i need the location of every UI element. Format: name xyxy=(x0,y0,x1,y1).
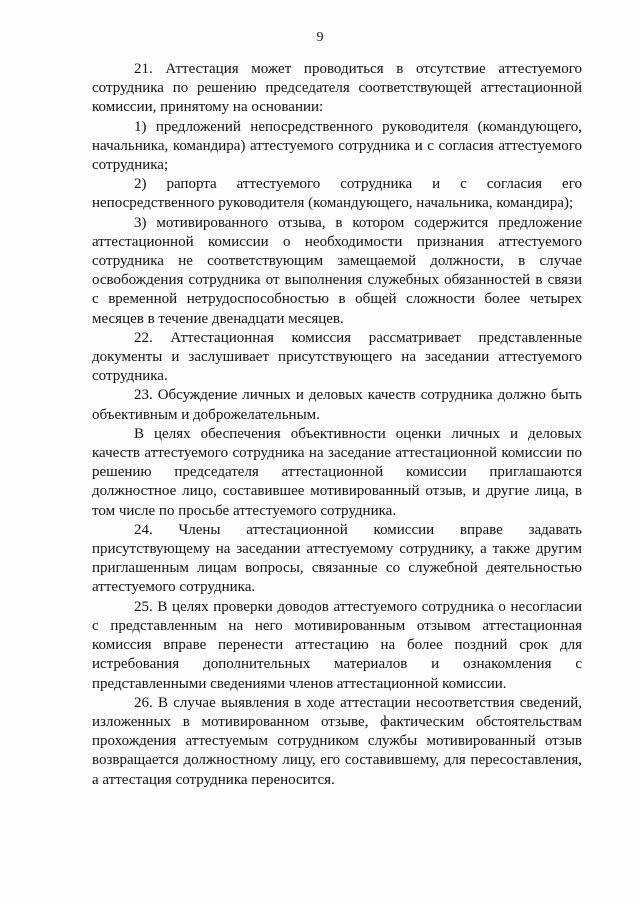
paragraph-21-item-2: 2) рапорта аттестуемого сотрудника и с согласия его непосредственного руководителя (командующего, начальника, командира); xyxy=(92,176,582,212)
paragraph-22: 22. Аттестационная комиссия рассматривает представленные документы и заслушивает присутствующего на заседании аттестуемого сотрудника. xyxy=(92,329,582,385)
page-number: 9 xyxy=(316,30,324,45)
paragraph-21-item-3: 3) мотивированного отзыва, в котором содержится предложение аттестационной комиссии о необходимости признания аттестуемого сотрудника не соответствующим замещаемой должности, в случае освобождения сотрудника от выполнения служебных обязанностей в связи с временной нетрудоспособностью в общей сложности более четырех месяцев в течение двенадцати месяцев. xyxy=(92,214,582,327)
paragraph-21: 21. Аттестация может проводиться в отсутствие аттестуемого сотрудника по решению председателя соответствующей аттестационной комиссии, принятому на основании: xyxy=(92,61,582,116)
paragraph-24: 24. Члены аттестационной комиссии вправе задавать присутствующему на заседании аттестуемому сотруднику, а также другим приглашенным лицам вопросы, связанные со служебной деятельностью аттестуемого сотрудника. xyxy=(92,521,582,596)
paragraph-21-item-1: 1) предложений непосредственного руководителя (командующего, начальника, командира) аттестуемого сотрудника и с согласия аттестуемого сотрудника; xyxy=(92,118,582,174)
document-body xyxy=(92,60,582,790)
paragraph-23-continued: В целях обеспечения объективности оценки личных и деловых качеств аттестуемого сотрудника на заседание аттестационной комиссии по решению председателя аттестационной комиссии приглашаются должностное лицо, составившее мотивированный отзыв, и другие лица, в том числе по просьбе аттестуемого сотрудника. xyxy=(92,425,582,519)
paragraph-23: 23. Обсуждение личных и деловых качеств сотрудника должно быть объективным и доброжелательным. xyxy=(92,387,582,423)
paragraph-25: 25. В целях проверки доводов аттестуемого сотрудника о несогласии с представленным на него мотивированным отзывом аттестационная комиссия вправе перенести аттестацию на более поздний срок для истребования дополнительных материалов и ознакомления с представленными сведениями членов аттестационной комиссии. xyxy=(92,598,582,692)
paragraph-26: 26. В случае выявления в ходе аттестации несоответствия сведений, изложенных в мотивированном отзыве, фактическим обстоятельствам прохождения аттестуемым сотрудником службы мотивированный отзыв возвращается должностному лицу, его составившему, для пересоставления, а аттестация сотрудника переносится. xyxy=(92,694,582,788)
